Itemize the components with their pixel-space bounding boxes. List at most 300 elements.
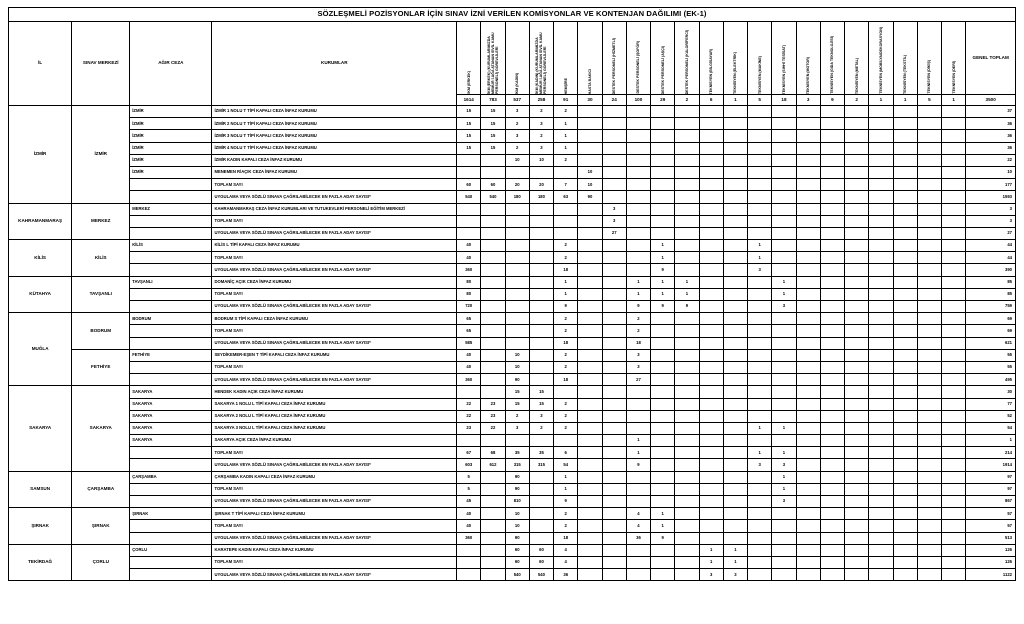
value-cell xyxy=(942,374,966,386)
value-cell: 80 xyxy=(457,288,481,300)
value-cell xyxy=(942,227,966,239)
value-cell: 60 xyxy=(481,179,505,191)
value-cell xyxy=(675,130,699,142)
value-cell: 90 xyxy=(505,532,529,544)
value-cell: 540 xyxy=(481,191,505,203)
value-cell xyxy=(602,544,626,556)
header-position-wrap xyxy=(748,22,771,94)
value-cell xyxy=(845,215,869,227)
value-cell xyxy=(481,240,505,252)
value-cell: 15 xyxy=(457,130,481,142)
value-cell xyxy=(723,325,747,337)
header-position-wrap xyxy=(481,22,504,94)
value-cell xyxy=(893,447,917,459)
value-cell xyxy=(942,386,966,398)
position-total: 3 xyxy=(796,95,820,106)
value-cell xyxy=(748,166,772,178)
value-cell xyxy=(845,398,869,410)
value-cell xyxy=(942,142,966,154)
value-cell xyxy=(626,130,650,142)
value-cell xyxy=(602,386,626,398)
value-cell xyxy=(845,203,869,215)
value-cell xyxy=(845,130,869,142)
table-row xyxy=(9,288,1016,300)
value-cell: 1 xyxy=(554,130,578,142)
value-cell xyxy=(869,191,893,203)
value-cell: 40 xyxy=(457,508,481,520)
value-cell: 60 xyxy=(505,544,529,556)
value-cell: 2 xyxy=(554,361,578,373)
value-cell xyxy=(748,471,772,483)
value-cell xyxy=(820,142,844,154)
header-position-wrap xyxy=(578,22,601,94)
header-position xyxy=(505,22,529,95)
table-row xyxy=(9,301,1016,313)
kurum-cell: BODRUM S TİPİ KAPALI CEZA İNFAZ KURUMU xyxy=(212,313,457,325)
value-cell: 7 xyxy=(554,179,578,191)
value-cell: 15 xyxy=(457,118,481,130)
value-cell xyxy=(893,569,917,581)
table-row xyxy=(9,569,1016,581)
value-cell xyxy=(796,569,820,581)
agir-ceza-cell xyxy=(130,337,212,349)
il-cell: KÜTAHYA xyxy=(9,276,72,313)
value-cell xyxy=(796,179,820,191)
row-total-cell: 177 xyxy=(966,179,1016,191)
value-cell xyxy=(675,471,699,483)
value-cell xyxy=(578,435,602,447)
value-cell xyxy=(917,544,941,556)
value-cell xyxy=(796,435,820,447)
value-cell xyxy=(578,288,602,300)
table-row xyxy=(9,471,1016,483)
value-cell xyxy=(578,508,602,520)
value-cell xyxy=(820,264,844,276)
agir-ceza-cell: SAKARYA xyxy=(130,410,212,422)
value-cell xyxy=(651,435,675,447)
value-cell xyxy=(820,483,844,495)
row-total-cell: 390 xyxy=(966,264,1016,276)
value-cell: 4 xyxy=(554,544,578,556)
value-cell xyxy=(869,422,893,434)
value-cell xyxy=(699,508,723,520)
value-cell: 9 xyxy=(651,532,675,544)
row-total-cell: 126 xyxy=(966,556,1016,568)
value-cell xyxy=(505,166,529,178)
value-cell xyxy=(942,252,966,264)
value-cell: 22 xyxy=(457,398,481,410)
value-cell xyxy=(651,544,675,556)
value-cell xyxy=(602,349,626,361)
value-cell xyxy=(651,106,675,118)
value-cell xyxy=(869,240,893,252)
value-cell xyxy=(505,337,529,349)
value-cell: 36 xyxy=(626,532,650,544)
value-cell xyxy=(651,556,675,568)
value-cell xyxy=(796,496,820,508)
value-cell xyxy=(699,532,723,544)
header-position-label: İKM (KADIN) (KURUMLARIMIZDA MEMUR İ.AĞA ATANAN SİVİL KAMU PERSONELİ) GÖREVLİLERİ xyxy=(535,32,548,94)
value-cell xyxy=(675,215,699,227)
value-cell xyxy=(651,166,675,178)
value-cell xyxy=(529,252,553,264)
value-cell xyxy=(893,325,917,337)
agir-ceza-cell xyxy=(130,447,212,459)
value-cell xyxy=(820,130,844,142)
value-cell xyxy=(723,398,747,410)
value-cell xyxy=(602,264,626,276)
kurum-cell: KARATEPE KADIN KAPALI CEZA İNFAZ KURUMU xyxy=(212,544,457,556)
value-cell xyxy=(675,459,699,471)
value-cell xyxy=(748,227,772,239)
value-cell xyxy=(942,544,966,556)
value-cell xyxy=(772,386,796,398)
value-cell xyxy=(869,325,893,337)
value-cell: 1 xyxy=(772,422,796,434)
value-cell: 1 xyxy=(554,471,578,483)
value-cell: 603 xyxy=(457,459,481,471)
table-row xyxy=(9,496,1016,508)
value-cell xyxy=(723,252,747,264)
value-cell xyxy=(529,264,553,276)
row-total-cell: 54 xyxy=(966,422,1016,434)
value-cell: 15 xyxy=(457,142,481,154)
header-position-label: İKM (ERKEK) xyxy=(466,71,471,94)
value-cell xyxy=(602,154,626,166)
value-cell xyxy=(845,179,869,191)
value-cell xyxy=(481,496,505,508)
value-cell xyxy=(820,569,844,581)
kurum-cell: ÇARŞAMBA KADIN KAPALI CEZA İNFAZ KURUMU xyxy=(212,471,457,483)
row-total-cell: 85 xyxy=(966,276,1016,288)
value-cell xyxy=(602,179,626,191)
value-cell: 18 xyxy=(626,337,650,349)
value-cell xyxy=(869,520,893,532)
value-cell xyxy=(845,166,869,178)
header-position-wrap xyxy=(942,22,965,94)
value-cell xyxy=(869,349,893,361)
value-cell xyxy=(772,203,796,215)
value-cell xyxy=(917,288,941,300)
value-cell xyxy=(845,471,869,483)
agir-ceza-cell xyxy=(130,520,212,532)
value-cell xyxy=(845,106,869,118)
value-cell xyxy=(481,264,505,276)
table-row xyxy=(9,459,1016,471)
value-cell xyxy=(505,435,529,447)
value-cell xyxy=(481,154,505,166)
value-cell xyxy=(796,313,820,325)
kurum-cell: MENEMEN R/AÇIK CEZA İNFAZ KURUMU xyxy=(212,166,457,178)
value-cell xyxy=(578,410,602,422)
value-cell xyxy=(869,447,893,459)
value-cell: 612 xyxy=(481,459,505,471)
value-cell xyxy=(602,313,626,325)
value-cell xyxy=(529,532,553,544)
value-cell xyxy=(723,215,747,227)
value-cell xyxy=(796,288,820,300)
value-cell: 1 xyxy=(554,276,578,288)
value-cell xyxy=(845,325,869,337)
header-position xyxy=(602,22,626,95)
value-cell: 60 xyxy=(529,556,553,568)
value-cell xyxy=(602,520,626,532)
row-total-cell: 214 xyxy=(966,447,1016,459)
value-cell xyxy=(893,508,917,520)
value-cell xyxy=(917,142,941,154)
row-total-cell: 52 xyxy=(966,410,1016,422)
value-cell xyxy=(820,508,844,520)
value-cell: 2 xyxy=(554,520,578,532)
value-cell xyxy=(917,276,941,288)
value-cell xyxy=(820,118,844,130)
value-cell xyxy=(626,142,650,154)
value-cell: 90 xyxy=(505,374,529,386)
value-cell xyxy=(917,154,941,166)
value-cell: 15 xyxy=(481,106,505,118)
agir-ceza-cell: TAVŞANLI xyxy=(130,276,212,288)
value-cell: 2 xyxy=(554,325,578,337)
table-row xyxy=(9,435,1016,447)
value-cell xyxy=(723,301,747,313)
value-cell xyxy=(917,508,941,520)
value-cell: 1 xyxy=(626,435,650,447)
value-cell xyxy=(481,313,505,325)
agir-ceza-cell: ÇORLU xyxy=(130,544,212,556)
value-cell xyxy=(699,520,723,532)
value-cell xyxy=(820,313,844,325)
value-cell xyxy=(481,569,505,581)
value-cell xyxy=(796,227,820,239)
header-position xyxy=(651,22,675,95)
value-cell xyxy=(505,264,529,276)
value-cell: 3 xyxy=(748,264,772,276)
value-cell xyxy=(481,215,505,227)
value-cell xyxy=(723,483,747,495)
value-cell: 2 xyxy=(554,349,578,361)
value-cell xyxy=(578,374,602,386)
value-cell xyxy=(699,483,723,495)
value-cell xyxy=(869,154,893,166)
value-cell xyxy=(529,203,553,215)
value-cell xyxy=(893,276,917,288)
value-cell xyxy=(942,569,966,581)
value-cell xyxy=(481,276,505,288)
value-cell xyxy=(699,288,723,300)
value-cell xyxy=(869,544,893,556)
value-cell xyxy=(626,410,650,422)
value-cell xyxy=(796,154,820,166)
header-position-label: TEKNİSYEN (DERİ) xyxy=(951,61,956,94)
value-cell xyxy=(748,154,772,166)
row-total-cell: 36 xyxy=(966,142,1016,154)
value-cell xyxy=(651,130,675,142)
value-cell xyxy=(772,191,796,203)
value-cell: 27 xyxy=(602,227,626,239)
value-cell xyxy=(675,252,699,264)
value-cell xyxy=(820,386,844,398)
value-cell xyxy=(626,118,650,130)
kurum-cell: KİLİS L TİPİ KAPALI CEZA İNFAZ KURUMU xyxy=(212,240,457,252)
row-total-cell: 3 xyxy=(966,215,1016,227)
value-cell xyxy=(578,496,602,508)
value-cell xyxy=(772,435,796,447)
value-cell xyxy=(626,569,650,581)
value-cell xyxy=(675,337,699,349)
value-cell xyxy=(845,569,869,581)
value-cell: 23 xyxy=(481,398,505,410)
value-cell xyxy=(529,496,553,508)
quota-document xyxy=(8,7,1016,581)
kurum-cell: TOPLAM SAYI xyxy=(212,361,457,373)
value-cell xyxy=(723,532,747,544)
value-cell xyxy=(651,483,675,495)
value-cell xyxy=(602,130,626,142)
value-cell: 60 xyxy=(529,544,553,556)
agir-ceza-cell: ŞIRNAK xyxy=(130,508,212,520)
value-cell xyxy=(529,337,553,349)
value-cell xyxy=(748,106,772,118)
value-cell xyxy=(699,215,723,227)
value-cell xyxy=(699,166,723,178)
value-cell xyxy=(820,301,844,313)
value-cell xyxy=(893,349,917,361)
value-cell xyxy=(893,544,917,556)
value-cell xyxy=(699,276,723,288)
value-cell xyxy=(845,483,869,495)
value-cell xyxy=(505,240,529,252)
value-cell xyxy=(796,459,820,471)
row-total-cell: 27 xyxy=(966,227,1016,239)
position-total: 30 xyxy=(578,95,602,106)
value-cell xyxy=(942,410,966,422)
kurum-cell: UYGULAMA VEYA SÖZLÜ SINAVA ÇAĞRILABİLECEK EN FAZLA ADAY SAYISI* xyxy=(212,191,457,203)
value-cell xyxy=(845,154,869,166)
value-cell xyxy=(917,349,941,361)
value-cell xyxy=(845,496,869,508)
value-cell xyxy=(723,337,747,349)
value-cell xyxy=(845,227,869,239)
header-position-wrap xyxy=(603,22,626,94)
position-total: 24 xyxy=(602,95,626,106)
header-position-label: TEKNİSYEN (ELEKTRİK) xyxy=(733,52,738,94)
position-total: 100 xyxy=(626,95,650,106)
agir-ceza-cell xyxy=(130,569,212,581)
kurum-cell: DOMANİÇ AÇIK CEZA İNFAZ KURUMU xyxy=(212,276,457,288)
value-cell xyxy=(845,264,869,276)
value-cell xyxy=(845,288,869,300)
table-row xyxy=(9,264,1016,276)
value-cell xyxy=(893,288,917,300)
il-cell: KİLİS xyxy=(9,240,72,277)
value-cell xyxy=(796,349,820,361)
value-cell xyxy=(845,435,869,447)
table-row xyxy=(9,325,1016,337)
value-cell xyxy=(723,118,747,130)
row-total-cell: 1914 xyxy=(966,459,1016,471)
value-cell xyxy=(845,191,869,203)
value-cell xyxy=(893,142,917,154)
value-cell xyxy=(578,240,602,252)
value-cell xyxy=(529,483,553,495)
value-cell xyxy=(893,374,917,386)
value-cell xyxy=(748,203,772,215)
value-cell xyxy=(699,191,723,203)
value-cell: 3 xyxy=(505,106,529,118)
row-total-cell: 1 xyxy=(966,435,1016,447)
value-cell xyxy=(578,349,602,361)
value-cell xyxy=(578,276,602,288)
value-cell xyxy=(772,532,796,544)
value-cell xyxy=(845,240,869,252)
value-cell xyxy=(529,288,553,300)
value-cell xyxy=(796,276,820,288)
header-position-wrap xyxy=(675,22,698,94)
kurum-cell: TOPLAM SAYI xyxy=(212,556,457,568)
value-cell xyxy=(917,215,941,227)
value-cell xyxy=(942,361,966,373)
agir-ceza-cell xyxy=(130,532,212,544)
row-total-cell: 3 xyxy=(966,203,1016,215)
value-cell xyxy=(699,496,723,508)
value-cell xyxy=(651,118,675,130)
table-row xyxy=(9,179,1016,191)
agir-ceza-cell: İZMİR xyxy=(130,106,212,118)
value-cell xyxy=(772,325,796,337)
header-position xyxy=(699,22,723,95)
value-cell xyxy=(917,410,941,422)
value-cell xyxy=(796,118,820,130)
value-cell xyxy=(893,386,917,398)
value-cell: 10 xyxy=(505,361,529,373)
value-cell xyxy=(917,556,941,568)
value-cell: 3 xyxy=(602,215,626,227)
value-cell xyxy=(675,496,699,508)
value-cell xyxy=(917,435,941,447)
kurum-cell: İZMİR 3 NOLU T TİPİ KAPALI CEZA İNFAZ KURUMU xyxy=(212,130,457,142)
value-cell xyxy=(845,459,869,471)
value-cell xyxy=(942,154,966,166)
value-cell xyxy=(893,471,917,483)
value-cell xyxy=(772,520,796,532)
header-position-label: DESTEK PERSONELİ (KALORİFERCİ) xyxy=(684,29,689,94)
table-row xyxy=(9,118,1016,130)
value-cell xyxy=(602,447,626,459)
value-cell xyxy=(699,313,723,325)
value-cell xyxy=(748,569,772,581)
value-cell: 1 xyxy=(651,276,675,288)
table-row xyxy=(9,106,1016,118)
header-position-label: TEKNİSYEN (SIHHİ TESİSAT) xyxy=(781,44,786,94)
value-cell xyxy=(917,252,941,264)
value-cell xyxy=(578,386,602,398)
table-row xyxy=(9,215,1016,227)
value-cell xyxy=(917,374,941,386)
value-cell xyxy=(845,374,869,386)
kurum-cell: UYGULAMA VEYA SÖZLÜ SINAVA ÇAĞRILABİLECEK EN FAZLA ADAY SAYISI* xyxy=(212,374,457,386)
value-cell xyxy=(893,106,917,118)
value-cell xyxy=(481,483,505,495)
position-total: 783 xyxy=(481,95,505,106)
value-cell: 27 xyxy=(626,374,650,386)
value-cell xyxy=(529,435,553,447)
value-cell xyxy=(651,471,675,483)
value-cell xyxy=(723,471,747,483)
value-cell: 1 xyxy=(651,288,675,300)
value-cell: 3 xyxy=(529,118,553,130)
value-cell xyxy=(796,556,820,568)
row-total-cell: 513 xyxy=(966,532,1016,544)
